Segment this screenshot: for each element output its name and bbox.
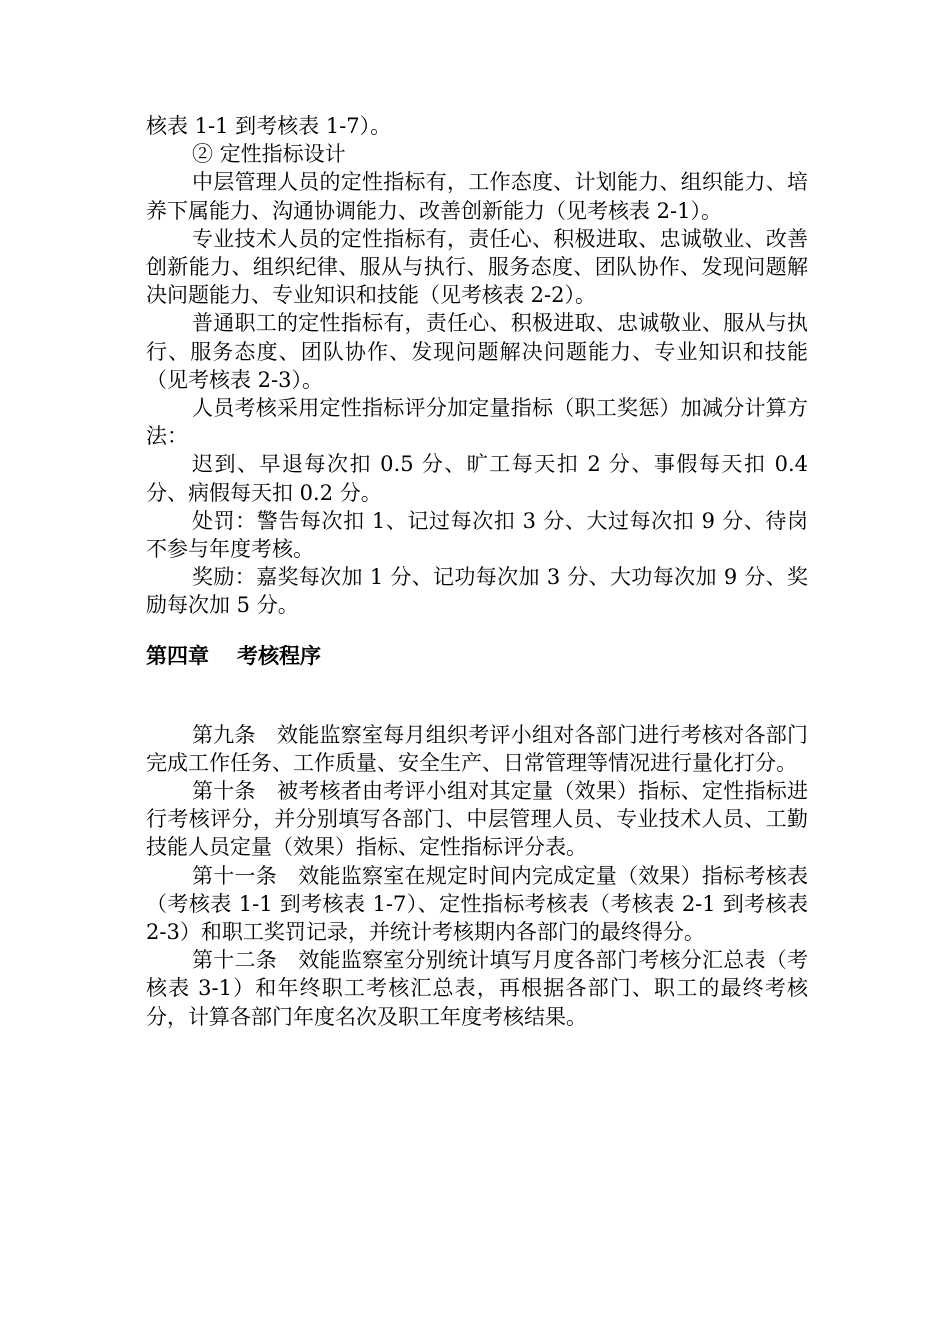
paragraph: 第九条 效能监察室每月组织考评小组对各部门进行考核对各部门完成工作任务、工作质量、安全生产、日常管理等情况进行量化打分。 [146, 722, 808, 775]
paragraph: 专业技术人员的定性指标有，责任心、积极进取、忠诚敬业、改善创新能力、组织纪律、服从与执行、服务态度、团队协作、发现问题解决问题能力、专业知识和技能（见考核表 2-2）。 [146, 226, 808, 308]
paragraph: 第十一条 效能监察室在规定时间内完成定量（效果）指标考核表（考核表 1-1 到考核表 1-7）、定性指标考核表（考核表 2-1 到考核表 2-3）和职工奖罚记录，并统计考核期内各部门的最终得分。 [146, 863, 808, 945]
chapter-title: 考核程序 [237, 643, 321, 668]
paragraph: 迟到、早退每次扣 0.5 分、旷工每天扣 2 分、事假每天扣 0.4 分、病假每天扣 0.2 分。 [146, 452, 808, 505]
paragraph: 普通职工的定性指标有，责任心、积极进取、忠诚敬业、服从与执行、服务态度、团队协作、发现问题解决问题能力、专业知识和技能（见考核表 2-3）。 [146, 311, 808, 392]
paragraph: 人员考核采用定性指标评分加定量指标（职工奖惩）加减分计算方法： [146, 396, 808, 449]
paragraph: 奖励：嘉奖每次加 1 分、记功每次加 3 分、大功每次加 9 分、奖励每次加 5 分。 [146, 565, 808, 618]
paragraph: ② 定性指标设计 [192, 142, 346, 167]
top-section [146, 112, 808, 620]
bottom-section [146, 721, 808, 1031]
paragraph: 核表 1-1 到考核表 1-7）。 [146, 114, 392, 138]
paragraph: 第十二条 效能监察室分别统计填写月度各部门考核分汇总表（考核表 3-1）和年终职工考核汇总表，再根据各部门、职工的最终考核分，计算各部门年度名次及职工年度考核结果。 [146, 948, 808, 1029]
document-page [146, 112, 808, 1031]
chapter-number: 第四章 [146, 643, 209, 668]
paragraph: 处罚：警告每次扣 1、记过每次扣 3 分、大过每次扣 9 分、待岗不参与年度考核。 [146, 508, 808, 562]
paragraph: 第十条 被考核者由考评小组对其定量（效果）指标、定性指标进行考核评分，并分别填写各部门、中层管理人员、专业技术人员、工勤技能人员定量（效果）指标、定性指标评分表。 [146, 779, 808, 860]
chapter-heading [146, 642, 808, 670]
paragraph: 中层管理人员的定性指标有，工作态度、计划能力、组织能力、培养下属能力、沟通协调能力、改善创新能力（见考核表 2-1）。 [146, 170, 808, 223]
